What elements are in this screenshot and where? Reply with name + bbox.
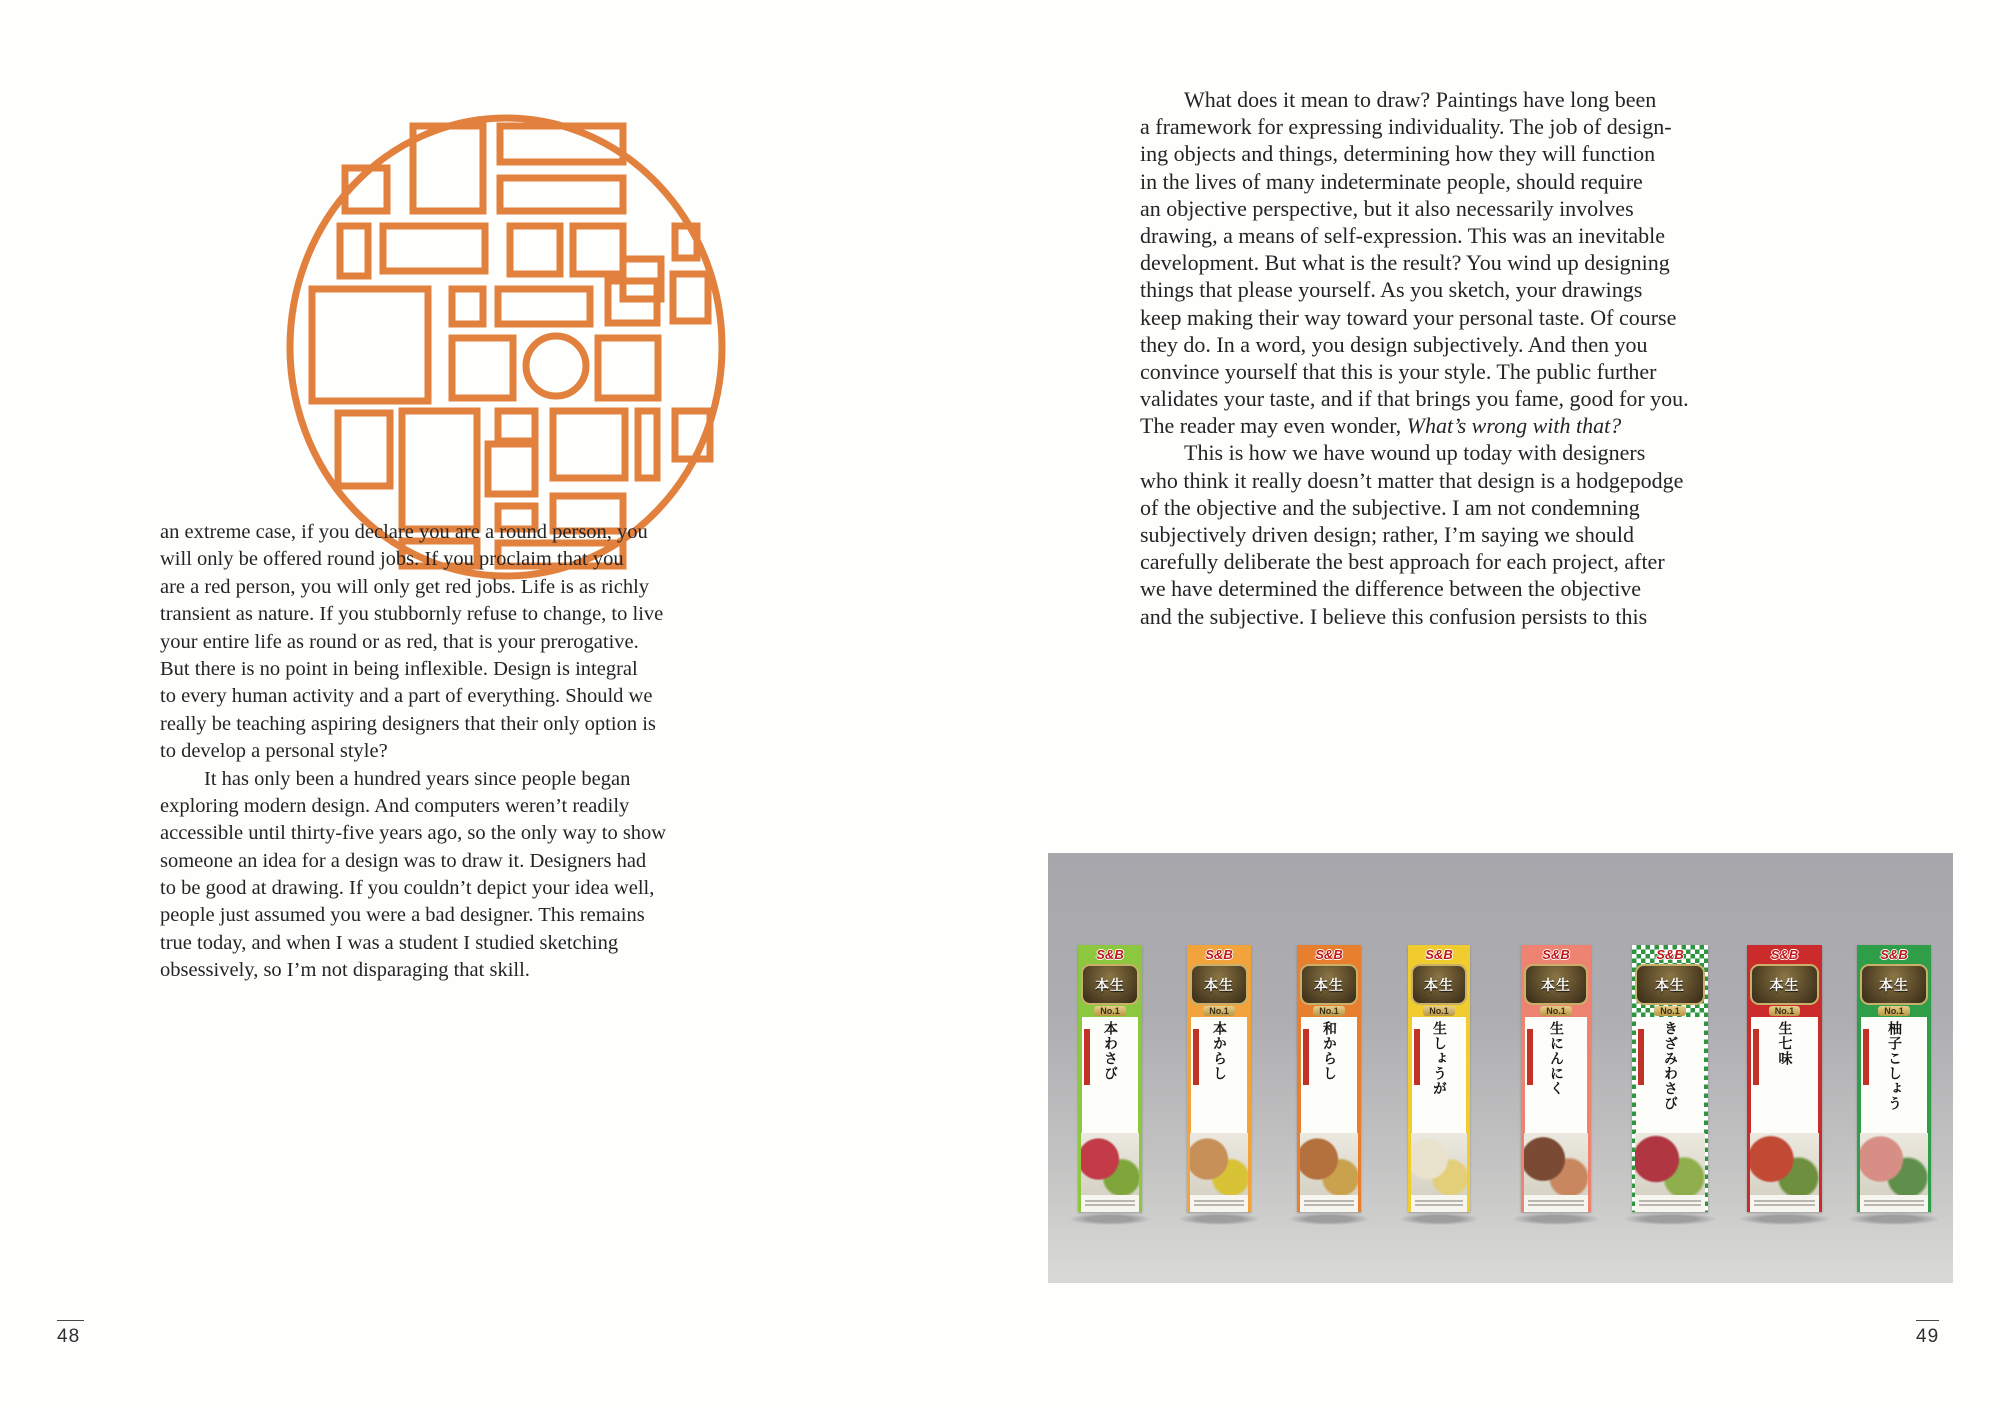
spice-tube-nama-ninniku — [1521, 945, 1591, 1212]
text-line: carefully deliberate the best approach for each project, after — [1140, 549, 1665, 575]
food-photo — [1300, 1133, 1358, 1195]
label-panel — [1751, 1017, 1818, 1133]
text-line: exploring modern design. And computers weren’t readily — [160, 794, 630, 817]
fine-print — [1081, 1195, 1139, 1212]
label-panel — [1191, 1017, 1247, 1133]
text-line: really be teaching aspiring designers that their only option is — [160, 712, 656, 735]
italic-phrase: What’s wrong with that? — [1406, 413, 1622, 439]
product-name: 本からし — [1211, 1021, 1227, 1081]
no1-badge-text: No.1 — [1313, 1006, 1345, 1016]
honnama-emblem: 本生 — [1524, 964, 1588, 1005]
honnama-emblem: 本生 — [1081, 964, 1139, 1005]
text-line: accessible until thirty-five years ago, so the only way to show — [160, 822, 667, 845]
no1-badge-text: No.1 — [1769, 1006, 1801, 1016]
no1-badge — [1078, 1005, 1142, 1017]
text-run: The reader may even wonder, — [1140, 413, 1407, 439]
text-line: people just assumed you were a bad designer. This remains — [160, 904, 645, 927]
right-page-body-text — [1140, 86, 1689, 630]
text-line: drawing, a means of self-expression. This was an inevitable — [1140, 222, 1666, 248]
spice-tube-hon-wasabi — [1078, 945, 1142, 1212]
fine-print — [1860, 1195, 1928, 1212]
text-line: a framework for expressing individuality. The job of design- — [1140, 114, 1672, 140]
text-line: in the lives of many indeterminate people, should require — [1140, 168, 1643, 194]
page-number: 49 — [1916, 1326, 1940, 1347]
product-name: 生しょうが — [1431, 1021, 1447, 1096]
text-line: true today, and when I was a student I studied sketching — [160, 931, 619, 954]
fine-print — [1635, 1195, 1705, 1212]
side-ribbon — [1414, 1029, 1420, 1085]
sb-brand-logo: S&B — [1205, 947, 1233, 962]
sb-brand-logo: S&B — [1315, 947, 1343, 962]
sb-brand-logo: S&B — [1656, 947, 1684, 962]
text-line: What does it mean to draw? Paintings have long been — [1184, 87, 1657, 112]
no1-badge-text: No.1 — [1094, 1006, 1126, 1016]
food-photo — [1411, 1133, 1467, 1195]
honnama-emblem: 本生 — [1860, 964, 1928, 1005]
label-panel — [1525, 1017, 1587, 1133]
spice-tubes-photo — [1048, 853, 1953, 1283]
no1-badge — [1521, 1005, 1591, 1017]
food-photo — [1190, 1133, 1248, 1195]
text-line: subjectively driven design; rather, I’m saying we should — [1140, 522, 1635, 547]
folio-rule — [57, 1320, 84, 1321]
product-name: 本わさび — [1102, 1021, 1118, 1081]
spice-tube-kizami-wasabi — [1632, 945, 1708, 1212]
spice-tube-wa-karashi — [1297, 945, 1361, 1212]
text-line: It has only been a hundred years since people began — [204, 767, 631, 790]
side-ribbon — [1638, 1029, 1644, 1085]
side-ribbon — [1303, 1029, 1309, 1085]
honnama-emblem: 本生 — [1635, 964, 1705, 1005]
honnama-emblem: 本生 — [1750, 964, 1819, 1005]
text-line: are a red person, you will only get red jobs. Life is as richly — [160, 575, 650, 598]
text-line: your entire life as round or as red, that is your prerogative. — [160, 630, 639, 653]
spice-tube-nama-shoga — [1408, 945, 1470, 1212]
product-name: きざみわさび — [1662, 1021, 1678, 1111]
text-line: to be good at drawing. If you couldn’t depict your idea well, — [160, 877, 655, 900]
no1-badge — [1297, 1005, 1361, 1017]
text-line: transient as nature. If you stubbornly refuse to change, to live — [160, 603, 664, 626]
product-name: 生にんにく — [1548, 1021, 1564, 1096]
sb-brand-logo: S&B — [1425, 947, 1453, 962]
left-page-body-text — [160, 519, 666, 985]
text-line: someone an idea for a design was to draw it. Designers had — [160, 849, 647, 872]
food-photo — [1081, 1133, 1139, 1195]
no1-badge-text: No.1 — [1878, 1006, 1910, 1016]
fine-print — [1750, 1195, 1819, 1212]
text-line: ing objects and things, determining how they will function — [1140, 141, 1656, 167]
text-line: we have determined the difference between the objective — [1140, 576, 1642, 602]
spice-tube-nama-shichimi — [1747, 945, 1822, 1212]
no1-badge — [1857, 1005, 1931, 1017]
text-line: they do. In a word, you design subjectively. And then you — [1140, 331, 1648, 357]
fine-print — [1411, 1195, 1467, 1212]
food-photo — [1860, 1133, 1928, 1195]
label-panel — [1082, 1017, 1138, 1133]
spice-tube-yuzu-kosho — [1857, 945, 1931, 1212]
text-line: who think it really doesn’t matter that design is a hodgepodge — [1140, 467, 1684, 493]
no1-badge-text: No.1 — [1423, 1006, 1455, 1016]
food-photo — [1635, 1133, 1705, 1195]
no1-badge-text: No.1 — [1203, 1006, 1235, 1016]
text-line: will only be offered round jobs. If you proclaim that you — [160, 548, 624, 571]
text-line: development. But what is the result? You wind up designing — [1140, 250, 1670, 276]
text-line: But there is no point in being inflexible. Design is integral — [160, 657, 638, 680]
no1-badge-text: No.1 — [1654, 1006, 1686, 1016]
no1-badge — [1747, 1005, 1822, 1017]
no1-badge — [1187, 1005, 1251, 1017]
side-ribbon — [1753, 1029, 1759, 1085]
sb-brand-logo: S&B — [1542, 947, 1570, 962]
food-photo — [1524, 1133, 1588, 1195]
text-line: an extreme case, if you declare you are a round person, you — [160, 521, 648, 543]
no1-badge — [1408, 1005, 1470, 1017]
text-line: to develop a personal style? — [160, 740, 388, 763]
text-line: obsessively, so I’m not disparaging that skill. — [160, 959, 530, 982]
sb-brand-logo: S&B — [1770, 947, 1799, 962]
text-line: things that please yourself. As you sketch, your drawings — [1140, 277, 1643, 303]
text-line: of the objective and the subjective. I am not condemning — [1140, 494, 1640, 520]
label-panel — [1301, 1017, 1357, 1133]
product-name: 和からし — [1321, 1021, 1337, 1081]
label-panel — [1861, 1017, 1927, 1133]
page-number-left — [57, 1320, 87, 1348]
honnama-emblem: 本生 — [1411, 964, 1467, 1005]
side-ribbon — [1193, 1029, 1199, 1085]
side-ribbon — [1863, 1029, 1869, 1085]
text-line: and the subjective. I believe this confusion persists to this — [1140, 603, 1648, 629]
text-line: to every human activity and a part of everything. Should we — [160, 685, 653, 708]
text-line: an objective perspective, but it also necessarily involves — [1140, 195, 1634, 221]
side-ribbon — [1084, 1029, 1090, 1085]
text-line: convince yourself that this is your style. The public further — [1140, 358, 1657, 384]
fine-print — [1300, 1195, 1358, 1212]
honnama-emblem: 本生 — [1300, 964, 1358, 1005]
text-line: This is how we have wound up today with designers — [1184, 440, 1646, 466]
folio-rule — [1916, 1320, 1939, 1321]
product-name: 柚子こしょう — [1886, 1021, 1902, 1111]
text-line: validates your taste, and if that brings you fame, good for you. — [1140, 386, 1689, 412]
page-number: 48 — [57, 1326, 81, 1347]
spice-tube-hon-karashi — [1187, 945, 1251, 1212]
circle-of-rectangles-illustration — [285, 114, 727, 580]
sb-brand-logo: S&B — [1096, 947, 1124, 962]
text-line — [1140, 412, 1689, 439]
food-photo — [1750, 1133, 1819, 1195]
product-name: 生七味 — [1776, 1021, 1793, 1066]
label-panel — [1412, 1017, 1466, 1133]
label-panel — [1636, 1017, 1704, 1133]
honnama-emblem: 本生 — [1190, 964, 1248, 1005]
side-ribbon — [1527, 1029, 1533, 1085]
no1-badge-text: No.1 — [1540, 1006, 1572, 1016]
fine-print — [1190, 1195, 1248, 1212]
no1-badge — [1632, 1005, 1708, 1017]
text-line: keep making their way toward your personal taste. Of course — [1140, 304, 1677, 330]
sb-brand-logo: S&B — [1880, 947, 1908, 962]
page-number-right — [1916, 1320, 1944, 1348]
fine-print — [1524, 1195, 1588, 1212]
